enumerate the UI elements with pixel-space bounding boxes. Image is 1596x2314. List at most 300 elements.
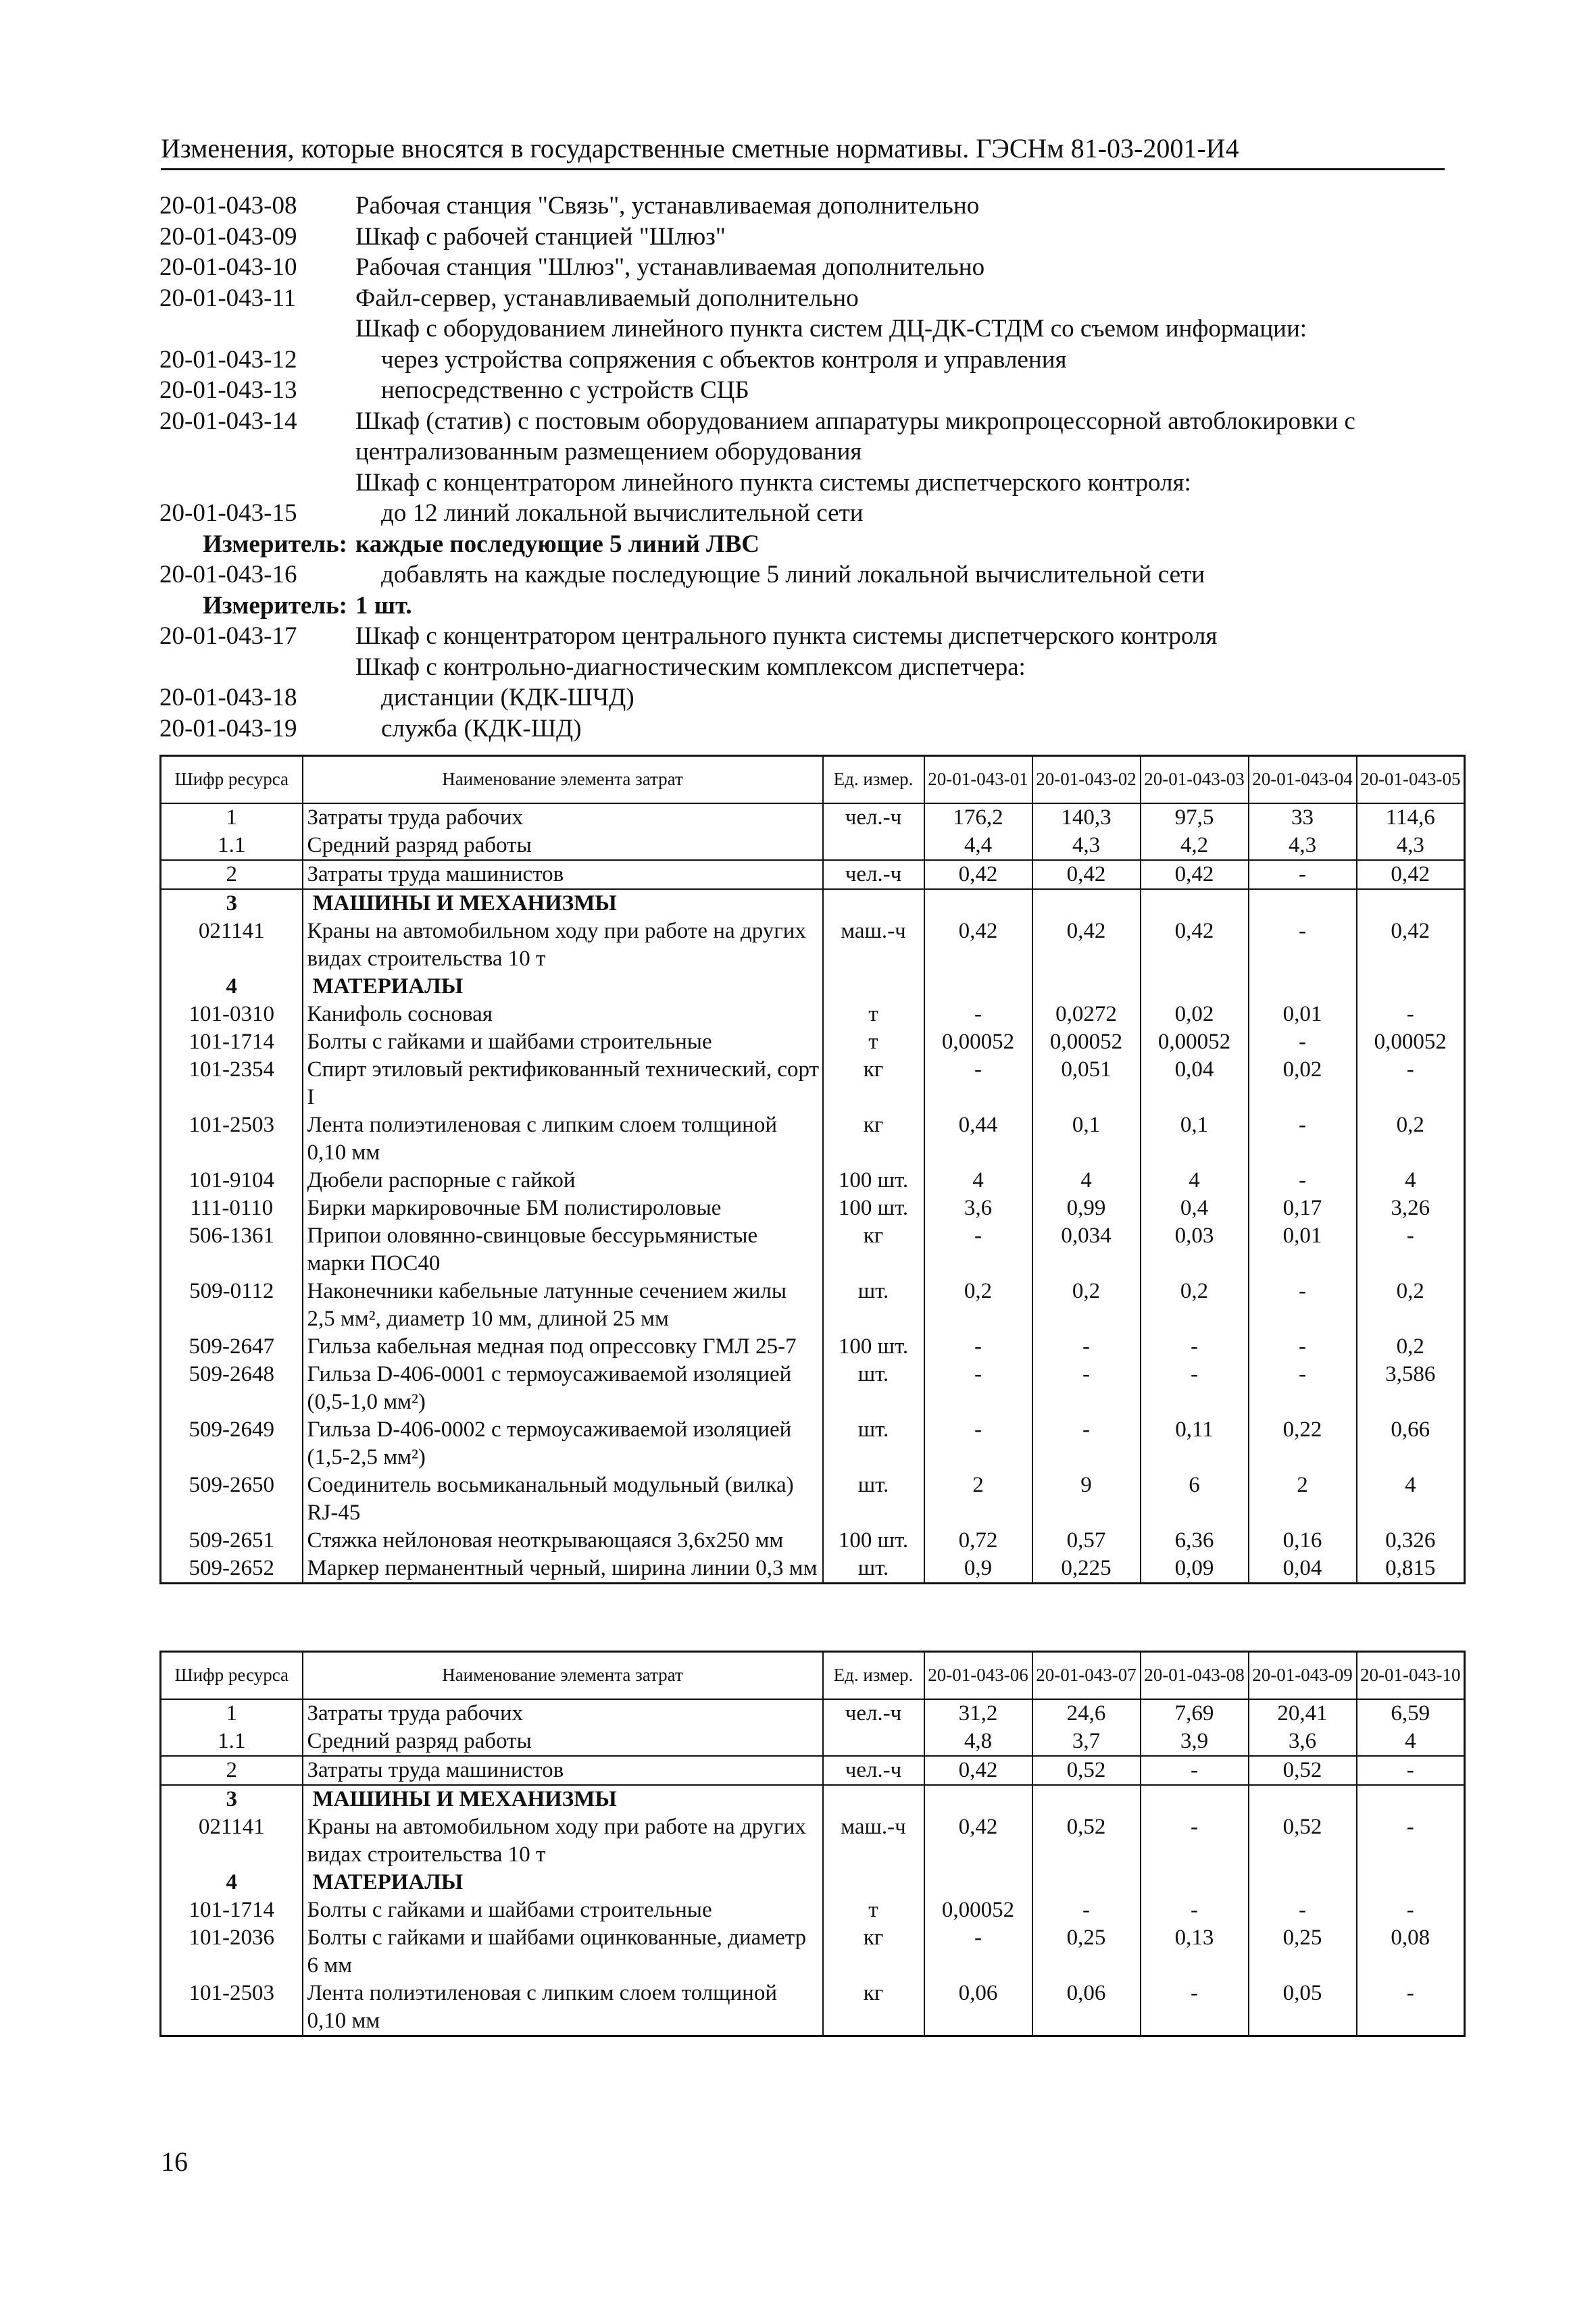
table-row	[161, 1924, 1465, 1980]
cost-element-name: Краны на автомобильном ходу при работе на других видах строительства 10 т	[303, 1813, 823, 1869]
value-cell: -	[1249, 1896, 1357, 1924]
cost-element-name: Бирки маркировочные БМ полистироловые	[303, 1194, 823, 1222]
code-line	[159, 345, 1464, 376]
value-cell: 0,42	[924, 917, 1032, 973]
cost-element-name: Средний разряд работы	[303, 1728, 823, 1756]
unit-cell: кг	[823, 1924, 924, 1980]
resource-code: 509-2648	[161, 1361, 303, 1416]
table-row	[161, 1111, 1465, 1167]
value-cell: 0,9	[924, 1555, 1032, 1584]
cost-element-name: Средний разряд работы	[303, 832, 823, 860]
cost-element-name: Затраты труда рабочих	[303, 803, 823, 832]
code-line	[159, 621, 1464, 652]
resource-code: 1.1	[161, 832, 303, 860]
value-cell: -	[924, 1924, 1032, 1980]
unit-cell: шт.	[823, 1361, 924, 1416]
unit-cell: т	[823, 1001, 924, 1028]
table-row	[161, 1555, 1465, 1584]
table-row	[161, 1472, 1465, 1527]
value-cell: 0,00052	[1357, 1028, 1465, 1056]
value-cell: 3,9	[1141, 1728, 1249, 1756]
resource-code: 101-2354	[161, 1056, 303, 1111]
unit-cell	[823, 1869, 924, 1896]
norm-code: 20-01-043-10	[159, 253, 297, 281]
norm-title: непосредственно с устройств СЦБ	[381, 376, 749, 404]
cost-element-name: Стяжка нейлоновая неоткрывающаяся 3,6х250 мм	[303, 1527, 823, 1555]
value-cell: -	[1357, 1813, 1465, 1869]
unit-cell: чел.-ч	[823, 803, 924, 832]
value-cell: 31,2	[924, 1699, 1032, 1728]
unit-cell	[823, 889, 924, 917]
table-row	[161, 860, 1465, 889]
value-cell: 0,42	[1032, 860, 1141, 889]
value-cell: 0,01	[1249, 1001, 1357, 1028]
value-cell: 0,2	[1032, 1278, 1141, 1333]
value-cell: 20,41	[1249, 1699, 1357, 1728]
norm-title: добавлять на каждые последующие 5 линий локальной вычислительной сети	[381, 561, 1205, 588]
cost-element-name: МАТЕРИАЛЫ	[303, 1869, 823, 1896]
header-norm-code: 20-01-043-10	[1357, 1652, 1465, 1700]
norm-title: служба (КДК-ШД)	[381, 714, 582, 743]
value-cell	[1357, 973, 1465, 1001]
code-line	[159, 406, 1464, 437]
value-cell	[1141, 973, 1249, 1001]
cost-element-name: Затраты труда рабочих	[303, 1699, 823, 1728]
value-cell: 0,42	[924, 1756, 1032, 1785]
norm-title: до 12 линий локальной вычислительной сети	[381, 499, 864, 527]
value-cell: 4,3	[1357, 832, 1465, 860]
table-row	[161, 917, 1465, 973]
norm-code: Измеритель:	[203, 530, 347, 558]
value-cell: -	[1249, 1361, 1357, 1416]
value-cell: 4	[1357, 1728, 1465, 1756]
norm-code: 20-01-043-13	[159, 376, 297, 404]
resource-code: 1	[161, 803, 303, 832]
value-cell: -	[924, 1361, 1032, 1416]
value-cell: 0,04	[1249, 1555, 1357, 1584]
value-cell: 0,06	[1032, 1980, 1141, 2036]
value-cell	[1357, 1785, 1465, 1813]
value-cell: -	[1357, 1222, 1465, 1278]
value-cell: 24,6	[1032, 1699, 1141, 1728]
code-line	[159, 682, 1464, 713]
value-cell: -	[1357, 1756, 1465, 1785]
cost-element-name: МАШИНЫ И МЕХАНИЗМЫ	[303, 889, 823, 917]
resource-code: 021141	[161, 1813, 303, 1869]
value-cell: 0,42	[1032, 917, 1141, 973]
value-cell: -	[924, 1416, 1032, 1472]
norm-code: 20-01-043-12	[159, 345, 297, 374]
norm-title: Шкаф с концентратором линейного пункта системы диспетчерского контроля:	[355, 468, 1191, 497]
header-norm-code: 20-01-043-05	[1357, 756, 1465, 804]
resource-code: 509-2651	[161, 1527, 303, 1555]
value-cell: 0,00052	[1032, 1028, 1141, 1056]
resource-table-1	[159, 755, 1466, 1584]
norm-code-list	[159, 191, 1464, 744]
table-row	[161, 803, 1465, 832]
value-cell: 3,6	[924, 1194, 1032, 1222]
norm-code: 20-01-043-18	[159, 684, 297, 711]
value-cell: 2	[924, 1472, 1032, 1527]
value-cell: 0,2	[924, 1278, 1032, 1333]
value-cell: -	[1357, 1001, 1465, 1028]
value-cell: 4	[1032, 1167, 1141, 1194]
unit-cell: кг	[823, 1056, 924, 1111]
value-cell: 9	[1032, 1472, 1141, 1527]
code-line	[159, 713, 1464, 745]
header-norm-code: 20-01-043-03	[1141, 756, 1249, 804]
value-cell	[1249, 889, 1357, 917]
unit-cell: кг	[823, 1980, 924, 2036]
norm-code: 20-01-043-17	[159, 622, 297, 650]
table-row	[161, 1001, 1465, 1028]
value-cell: 0,42	[1141, 860, 1249, 889]
resource-code: 101-2036	[161, 1924, 303, 1980]
cost-element-name: Гильза кабельная медная под опрессовку ГМЛ 25-7	[303, 1333, 823, 1361]
value-cell: 0,02	[1141, 1001, 1249, 1028]
value-cell: -	[1141, 1980, 1249, 2036]
cost-element-name: Болты с гайками и шайбами строительные	[303, 1896, 823, 1924]
header-norm-code: 20-01-043-04	[1249, 756, 1357, 804]
value-cell	[1032, 1869, 1141, 1896]
unit-cell	[823, 1728, 924, 1756]
value-cell: 0,57	[1032, 1527, 1141, 1555]
value-cell: 6	[1141, 1472, 1249, 1527]
value-cell	[1032, 1785, 1141, 1813]
value-cell: 0,72	[924, 1527, 1032, 1555]
norm-title: Файл-сервер, устанавливаемый дополнительно	[355, 284, 859, 312]
value-cell: 0,2	[1141, 1278, 1249, 1333]
value-cell	[1249, 1869, 1357, 1896]
value-cell: 0,42	[1357, 860, 1465, 889]
value-cell: -	[1141, 1333, 1249, 1361]
resource-code: 021141	[161, 917, 303, 973]
value-cell: 0,00052	[924, 1028, 1032, 1056]
value-cell: -	[1357, 1896, 1465, 1924]
unit-cell: кг	[823, 1222, 924, 1278]
code-line	[159, 498, 1464, 529]
table-row	[161, 889, 1465, 917]
value-cell: 0,13	[1141, 1924, 1249, 1980]
value-cell	[924, 973, 1032, 1001]
value-cell: -	[1249, 1111, 1357, 1167]
unit-cell	[823, 832, 924, 860]
unit-cell: шт.	[823, 1555, 924, 1584]
value-cell: 0,326	[1357, 1527, 1465, 1555]
norm-title: Шкаф (статив) с постовым оборудованием аппаратуры микропроцессорной автоблокировки с	[355, 407, 1355, 435]
norm-title: централизованным размещением оборудования	[355, 438, 862, 466]
table-row	[161, 1361, 1465, 1416]
value-cell: 0,42	[1141, 917, 1249, 973]
value-cell: -	[1249, 860, 1357, 889]
cost-element-name: Наконечники кабельные латунные сечением жилы 2,5 мм², диаметр 10 мм, длиной 25 мм	[303, 1278, 823, 1333]
header-norm-code: 20-01-043-06	[924, 1652, 1032, 1700]
code-line	[159, 252, 1464, 283]
value-cell: 0,01	[1249, 1222, 1357, 1278]
unit-cell: маш.-ч	[823, 1813, 924, 1869]
value-cell: -	[1141, 1756, 1249, 1785]
norm-code: 20-01-043-15	[159, 499, 297, 527]
norm-title: дистанции (КДК-ШЧД)	[381, 684, 634, 711]
cost-element-name: Болты с гайками и шайбами строительные	[303, 1028, 823, 1056]
value-cell: 0,16	[1249, 1527, 1357, 1555]
table-row	[161, 1222, 1465, 1278]
code-line	[159, 191, 1464, 222]
value-cell: 0,52	[1249, 1813, 1357, 1869]
value-cell	[1032, 889, 1141, 917]
value-cell: 4,4	[924, 832, 1032, 860]
cost-element-name: Гильза D-406-0002 с термоусаживаемой изоляцией (1,5-2,5 мм²)	[303, 1416, 823, 1472]
resource-code: 4	[161, 1869, 303, 1896]
norm-code	[159, 652, 355, 683]
value-cell: 4,3	[1249, 832, 1357, 860]
resource-code: 2	[161, 1756, 303, 1785]
value-cell: 0,2	[1357, 1278, 1465, 1333]
value-cell	[1249, 973, 1357, 1001]
table-row	[161, 1167, 1465, 1194]
value-cell	[1141, 889, 1249, 917]
value-cell: 0,66	[1357, 1416, 1465, 1472]
cost-element-name: Затраты труда машинистов	[303, 1756, 823, 1785]
value-cell: 0,051	[1032, 1056, 1141, 1111]
value-cell	[1357, 1869, 1465, 1896]
table-row	[161, 1980, 1465, 2036]
unit-cell: маш.-ч	[823, 917, 924, 973]
value-cell: 0,2	[1357, 1333, 1465, 1361]
value-cell: 0,03	[1141, 1222, 1249, 1278]
unit-cell: 100 шт.	[823, 1194, 924, 1222]
value-cell: 0,25	[1032, 1924, 1141, 1980]
value-cell: 3,26	[1357, 1194, 1465, 1222]
value-cell	[1141, 1785, 1249, 1813]
value-cell: 2	[1249, 1472, 1357, 1527]
value-cell: 0,225	[1032, 1555, 1141, 1584]
norm-code: 20-01-043-16	[159, 561, 297, 588]
resource-code: 101-1714	[161, 1028, 303, 1056]
value-cell: 4,3	[1032, 832, 1141, 860]
code-line	[159, 283, 1464, 314]
value-cell: 0,0272	[1032, 1001, 1141, 1028]
table-row	[161, 1333, 1465, 1361]
table-row	[161, 1416, 1465, 1472]
unit-cell: шт.	[823, 1472, 924, 1527]
resource-code: 101-0310	[161, 1001, 303, 1028]
value-cell: 176,2	[924, 803, 1032, 832]
header-norm-code: 20-01-043-08	[1141, 1652, 1249, 1700]
table-row	[161, 1785, 1465, 1813]
table-row	[161, 1699, 1465, 1728]
value-cell: -	[1249, 1278, 1357, 1333]
resource-code: 509-2649	[161, 1416, 303, 1472]
value-cell: 3,7	[1032, 1728, 1141, 1756]
unit-cell: кг	[823, 1111, 924, 1167]
value-cell: 0,52	[1032, 1756, 1141, 1785]
value-cell: 0,42	[924, 860, 1032, 889]
value-cell: -	[1249, 1333, 1357, 1361]
value-cell	[1141, 1869, 1249, 1896]
table-row	[161, 1278, 1465, 1333]
resource-code: 506-1361	[161, 1222, 303, 1278]
value-cell: 4	[1357, 1167, 1465, 1194]
value-cell: 4,2	[1141, 832, 1249, 860]
code-line	[159, 436, 1464, 468]
resource-code: 101-9104	[161, 1167, 303, 1194]
table-row	[161, 973, 1465, 1001]
value-cell	[924, 889, 1032, 917]
resource-code: 1.1	[161, 1728, 303, 1756]
value-cell: -	[1357, 1056, 1465, 1111]
table-header-row	[161, 756, 1465, 804]
value-cell: 0,1	[1141, 1111, 1249, 1167]
value-cell: 0,815	[1357, 1555, 1465, 1584]
header-resource-code: Шифр ресурса	[161, 756, 303, 804]
cost-element-name: Припои оловянно-свинцовые бессурьмянистые марки ПОС40	[303, 1222, 823, 1278]
code-line	[159, 468, 1464, 499]
table-row	[161, 1728, 1465, 1756]
norm-code: 20-01-043-19	[159, 714, 297, 743]
unit-cell: т	[823, 1028, 924, 1056]
cost-element-name: Лента полиэтиленовая с липким слоем толщиной 0,10 мм	[303, 1111, 823, 1167]
value-cell: 3,6	[1249, 1728, 1357, 1756]
code-line	[159, 590, 1464, 622]
table-row	[161, 1813, 1465, 1869]
value-cell: 0,17	[1249, 1194, 1357, 1222]
norm-code	[159, 436, 355, 468]
norm-title: Шкаф с рабочей станцией "Шлюз"	[355, 222, 726, 251]
code-line	[159, 559, 1464, 590]
value-cell	[1357, 889, 1465, 917]
cost-element-name: Соединитель восьмиканальный модульный (вилка) RJ-45	[303, 1472, 823, 1527]
resource-code: 101-1714	[161, 1896, 303, 1924]
resource-code: 509-0112	[161, 1278, 303, 1333]
table-row	[161, 1896, 1465, 1924]
value-cell: 0,4	[1141, 1194, 1249, 1222]
unit-cell: шт.	[823, 1416, 924, 1472]
header-cost-element: Наименование элемента затрат	[303, 1652, 823, 1700]
value-cell	[924, 1785, 1032, 1813]
value-cell: -	[1141, 1361, 1249, 1416]
cost-element-name: Гильза D-406-0001 с термоусаживаемой изоляцией (0,5-1,0 мм²)	[303, 1361, 823, 1416]
page-header: Изменения, которые вносятся в государственные сметные нормативы. ГЭСНм 81-03-2001-И4	[161, 132, 1445, 170]
value-cell: 0,52	[1032, 1813, 1141, 1869]
value-cell: 33	[1249, 803, 1357, 832]
code-line	[159, 652, 1464, 683]
value-cell: 0,08	[1357, 1924, 1465, 1980]
norm-code: 20-01-043-11	[159, 284, 297, 312]
value-cell: 4	[1357, 1472, 1465, 1527]
norm-code	[159, 468, 355, 499]
value-cell: -	[1032, 1333, 1141, 1361]
value-cell: 0,11	[1141, 1416, 1249, 1472]
norm-title: Рабочая станция "Шлюз", устанавливаемая дополнительно	[355, 253, 985, 281]
header-unit: Ед. измер.	[823, 756, 924, 804]
resource-code: 509-2652	[161, 1555, 303, 1584]
cost-element-name: Болты с гайками и шайбами оцинкованные, диаметр 6 мм	[303, 1924, 823, 1980]
value-cell: 114,6	[1357, 803, 1465, 832]
value-cell: 4	[1141, 1167, 1249, 1194]
value-cell: 0,22	[1249, 1416, 1357, 1472]
norm-code: Измеритель:	[203, 591, 347, 620]
value-cell: -	[1249, 917, 1357, 973]
resource-code: 1	[161, 1699, 303, 1728]
value-cell: 3,586	[1357, 1361, 1465, 1416]
value-cell: 6,36	[1141, 1527, 1249, 1555]
value-cell: 0,44	[924, 1111, 1032, 1167]
value-cell	[924, 1869, 1032, 1896]
norm-code: 20-01-043-08	[159, 192, 297, 220]
header-cost-element: Наименование элемента затрат	[303, 756, 823, 804]
resource-code: 3	[161, 1785, 303, 1813]
cost-element-name: Спирт этиловый ректификованный технический, сорт I	[303, 1056, 823, 1111]
header-norm-code: 20-01-043-02	[1032, 756, 1141, 804]
header-resource-code: Шифр ресурса	[161, 1652, 303, 1700]
cost-element-name: Лента полиэтиленовая с липким слоем толщиной 0,10 мм	[303, 1980, 823, 2036]
value-cell: 0,42	[924, 1813, 1032, 1869]
table-row	[161, 832, 1465, 860]
cost-element-name: Затраты труда машинистов	[303, 860, 823, 889]
value-cell: 0,42	[1357, 917, 1465, 973]
cost-element-name: МАШИНЫ И МЕХАНИЗМЫ	[303, 1785, 823, 1813]
page-number: 16	[161, 2146, 188, 2177]
header-unit: Ед. измер.	[823, 1652, 924, 1700]
value-cell: -	[1141, 1813, 1249, 1869]
value-cell: 0,00052	[924, 1896, 1032, 1924]
value-cell: -	[1032, 1361, 1141, 1416]
value-cell: 140,3	[1032, 803, 1141, 832]
unit-cell: 100 шт.	[823, 1167, 924, 1194]
resource-table-2	[159, 1651, 1466, 2037]
value-cell: 0,52	[1249, 1756, 1357, 1785]
norm-title: Шкаф с концентратором центрального пункта системы диспетчерского контроля	[355, 622, 1218, 650]
resource-code: 2	[161, 860, 303, 889]
value-cell: 0,05	[1249, 1980, 1357, 2036]
unit-cell: чел.-ч	[823, 1699, 924, 1728]
value-cell: -	[1032, 1896, 1141, 1924]
unit-cell: чел.-ч	[823, 860, 924, 889]
value-cell: 0,99	[1032, 1194, 1141, 1222]
header-norm-code: 20-01-043-09	[1249, 1652, 1357, 1700]
value-cell: -	[1357, 1980, 1465, 2036]
value-cell: 0,2	[1357, 1111, 1465, 1167]
value-cell: 6,59	[1357, 1699, 1465, 1728]
value-cell: -	[924, 1222, 1032, 1278]
value-cell: -	[1249, 1028, 1357, 1056]
unit-cell: т	[823, 1896, 924, 1924]
value-cell: 0,04	[1141, 1056, 1249, 1111]
value-cell: 0,06	[924, 1980, 1032, 2036]
value-cell: -	[1141, 1896, 1249, 1924]
cost-element-name: Маркер перманентный черный, ширина линии 0,3 мм	[303, 1555, 823, 1584]
norm-title: Рабочая станция "Связь", устанавливаемая дополнительно	[355, 192, 980, 220]
table-row	[161, 1194, 1465, 1222]
table-row	[161, 1756, 1465, 1785]
norm-title: каждые последующие 5 линий ЛВС	[355, 530, 760, 558]
value-cell: -	[924, 1056, 1032, 1111]
unit-cell: шт.	[823, 1278, 924, 1333]
value-cell: 0,00052	[1141, 1028, 1249, 1056]
table-row	[161, 1028, 1465, 1056]
table-header-row	[161, 1652, 1465, 1700]
table-row	[161, 1056, 1465, 1111]
code-line	[159, 529, 1464, 560]
unit-cell: 100 шт.	[823, 1333, 924, 1361]
code-line	[159, 313, 1464, 345]
norm-title: 1 шт.	[355, 591, 412, 620]
cost-element-name: Дюбели распорные с гайкой	[303, 1167, 823, 1194]
resource-code: 101-2503	[161, 1980, 303, 2036]
unit-cell: чел.-ч	[823, 1756, 924, 1785]
norm-title: Шкаф с оборудованием линейного пункта систем ДЦ-ДК-СТДМ со съемом информации:	[355, 315, 1307, 343]
